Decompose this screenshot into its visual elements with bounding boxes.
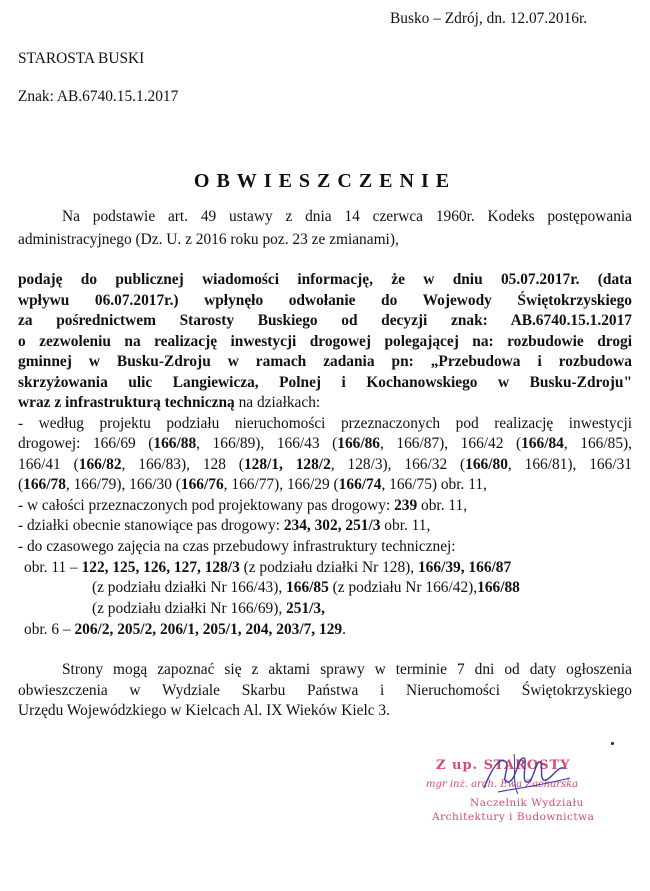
notice-line-7: wraz z infrastrukturą techniczną na działkach: bbox=[18, 394, 321, 411]
notice-line-1: podaję do publicznej wiadomości informację, że w dniu 05.07.2017r. (data bbox=[18, 271, 632, 288]
notice-line-3: za pośrednictwem Starosty Buskiego od decyzji znak: AB.6740.15.1.2017 bbox=[18, 312, 632, 329]
notice-line-6: skrzyżowania ulic Langiewicza, Polnej i Kochanowskiego w Busku-Zdroju" bbox=[18, 374, 632, 391]
speck-mark bbox=[611, 742, 614, 745]
list-line-b: - w całości przeznaczonych pod projektowany pas drogowy: 239 obr. 11, bbox=[18, 497, 468, 514]
closing-line-3: Urzędu Wojewódzkiego w Kielcach Al. IX Wieków Kielc 3. bbox=[18, 702, 390, 719]
list-line-e3: (z podziału działki Nr 166/69), 251/3, bbox=[92, 600, 325, 617]
document-title: OBWIESZCZENIE bbox=[193, 170, 457, 192]
notice-line-2: wpływu 06.07.2017r.) wpłynęło odwołanie do Wojewody Świętokrzyskiego bbox=[18, 292, 632, 309]
list-line-a3: 166/41 (166/82, 166/83), 128 (128/1, 128/2, 128/3), 166/32 (166/80, 166/81), 166/31 bbox=[18, 456, 632, 473]
stamp-department: Architektury i Budownictwa bbox=[432, 811, 595, 823]
notice-line-4: o zezwoleniu na realizację inwestycji drogowej polegającej na: rozbudowie drogi bbox=[18, 333, 632, 350]
intro-line-2: administracyjnego (Dz. U. z 2016 roku poz. 23 ze zmianami), bbox=[18, 231, 399, 248]
closing-line-2: obwieszczenia w Wydziale Skarbu Państwa i Nieruchomości Świętokrzyskiego bbox=[18, 682, 632, 699]
intro-line-1: Na podstawie art. 49 ustawy z dnia 14 czerwca 1960r. Kodeks postępowania bbox=[62, 208, 632, 225]
list-line-e1: obr. 11 – 122, 125, 126, 127, 128/3 (z podziału działki Nr 128), 166/39, 166/87 bbox=[24, 559, 512, 576]
list-line-a4: (166/78, 166/79), 166/30 (166/76, 166/77), 166/29 (166/74, 166/75) obr. 11, bbox=[18, 476, 487, 493]
list-line-e2: (z podziału działki Nr 166/43), 166/85 (z podziału Nr 166/42),166/88 bbox=[92, 579, 520, 596]
closing-line-1: Strony mogą zapoznać się z aktami sprawy w terminie 7 dni od daty ogłoszenia bbox=[62, 661, 632, 678]
list-line-c: - działki obecnie stanowiące pas drogowy: 234, 302, 251/3 obr. 11, bbox=[18, 517, 431, 534]
stamp-authorization: Z up. STAROSTY bbox=[436, 758, 571, 773]
stamp-signatory-name: mgr inż. arch. Ewa Zacharska bbox=[426, 779, 579, 790]
handwritten-signature bbox=[478, 748, 588, 800]
stamp-position: Naczelnik Wydziału bbox=[470, 797, 584, 809]
list-line-a1: - według projektu podziału nieruchomości przeznaczonych pod realizację inwestycji bbox=[18, 415, 632, 432]
list-line-a2: drogowej: 166/69 (166/88, 166/89), 166/43 (166/86, 166/87), 166/42 (166/84, 166/85), bbox=[18, 435, 632, 452]
place-date: Busko – Zdrój, dn. 12.07.2016r. bbox=[390, 10, 588, 27]
list-line-e4: obr. 6 – 206/2, 205/2, 206/1, 205/1, 204, 203/7, 129. bbox=[24, 621, 346, 638]
notice-line-5: gminnej w Busku-Zdroju w ramach zadania pn: „Przebudowa i rozbudowa bbox=[18, 353, 632, 370]
list-line-d: - do czasowego zajęcia na czas przebudowy infrastruktury technicznej: bbox=[18, 538, 456, 555]
issuing-authority: STAROSTA BUSKI bbox=[18, 50, 145, 67]
reference-number: Znak: AB.6740.15.1.2017 bbox=[18, 88, 179, 105]
